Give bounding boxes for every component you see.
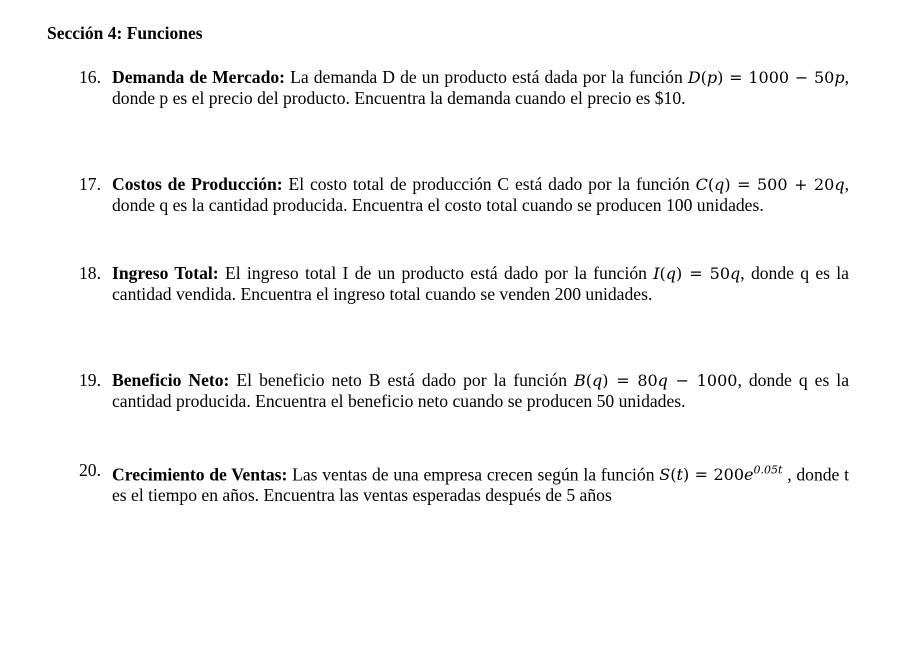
formula: B(q) = 80q − 1000	[574, 371, 738, 390]
problem-text	[112, 263, 849, 305]
problem-17	[79, 174, 849, 216]
formula: C(q) = 500 + 20q	[695, 175, 845, 194]
problem-statement-end: , donde q es la cantidad vendida. Encuentra el ingreso total cuando se venden 200 unidades.	[112, 263, 849, 304]
problem-statement: El beneficio neto B está dado por la función	[229, 370, 575, 390]
problem-number: 17.	[79, 174, 101, 194]
problem-number: 16.	[79, 67, 101, 87]
problem-number: 18.	[79, 263, 101, 283]
problem-statement: Las ventas de una empresa crecen según la función	[287, 464, 660, 485]
problem-statement: El costo total de producción C está dado por la función	[282, 174, 696, 194]
problem-text	[112, 460, 849, 506]
formula: $S(t) = 200e^{0.05t}$	[659, 464, 783, 485]
problem-text	[112, 67, 849, 109]
problem-statement-end: , donde p es el precio del producto. Encuentra la demanda cuando el precio es $10.	[112, 67, 849, 108]
problem-16	[79, 67, 849, 109]
formula: I(q) = 50q	[653, 264, 741, 283]
problem-20	[79, 460, 849, 506]
problem-statement-end: , donde t es el tiempo en años. Encuentra las ventas esperadas después de 5 años	[112, 464, 849, 506]
problem-statement-end: , donde q es la cantidad producida. Encuentra el costo total cuando se producen 100 unidades.	[112, 174, 849, 215]
problem-19	[79, 370, 849, 412]
section-title: Sección 4: Funciones	[47, 23, 203, 43]
problem-number: 19.	[79, 370, 101, 390]
problem-label: Ingreso Total:	[112, 263, 219, 283]
problem-text	[112, 174, 849, 216]
problem-statement: La demanda D de un producto está dada por la función	[285, 67, 688, 87]
problem-18	[79, 263, 849, 305]
problem-label: Beneficio Neto:	[112, 370, 230, 390]
problem-label: Costos de Producción:	[112, 174, 283, 194]
problem-label: Crecimiento de Ventas:	[112, 464, 288, 485]
problem-text	[112, 370, 849, 412]
problem-number: 20.	[79, 460, 101, 480]
problem-statement-end: , donde q es la cantidad producida. Encuentra el beneficio neto cuando se producen 50 unidades.	[112, 370, 850, 411]
problem-label: Demanda de Mercado:	[112, 67, 286, 87]
problem-statement: El ingreso total I de un producto está dado por la función	[218, 263, 654, 283]
formula: D(p) = 1000 − 50p	[687, 68, 845, 87]
